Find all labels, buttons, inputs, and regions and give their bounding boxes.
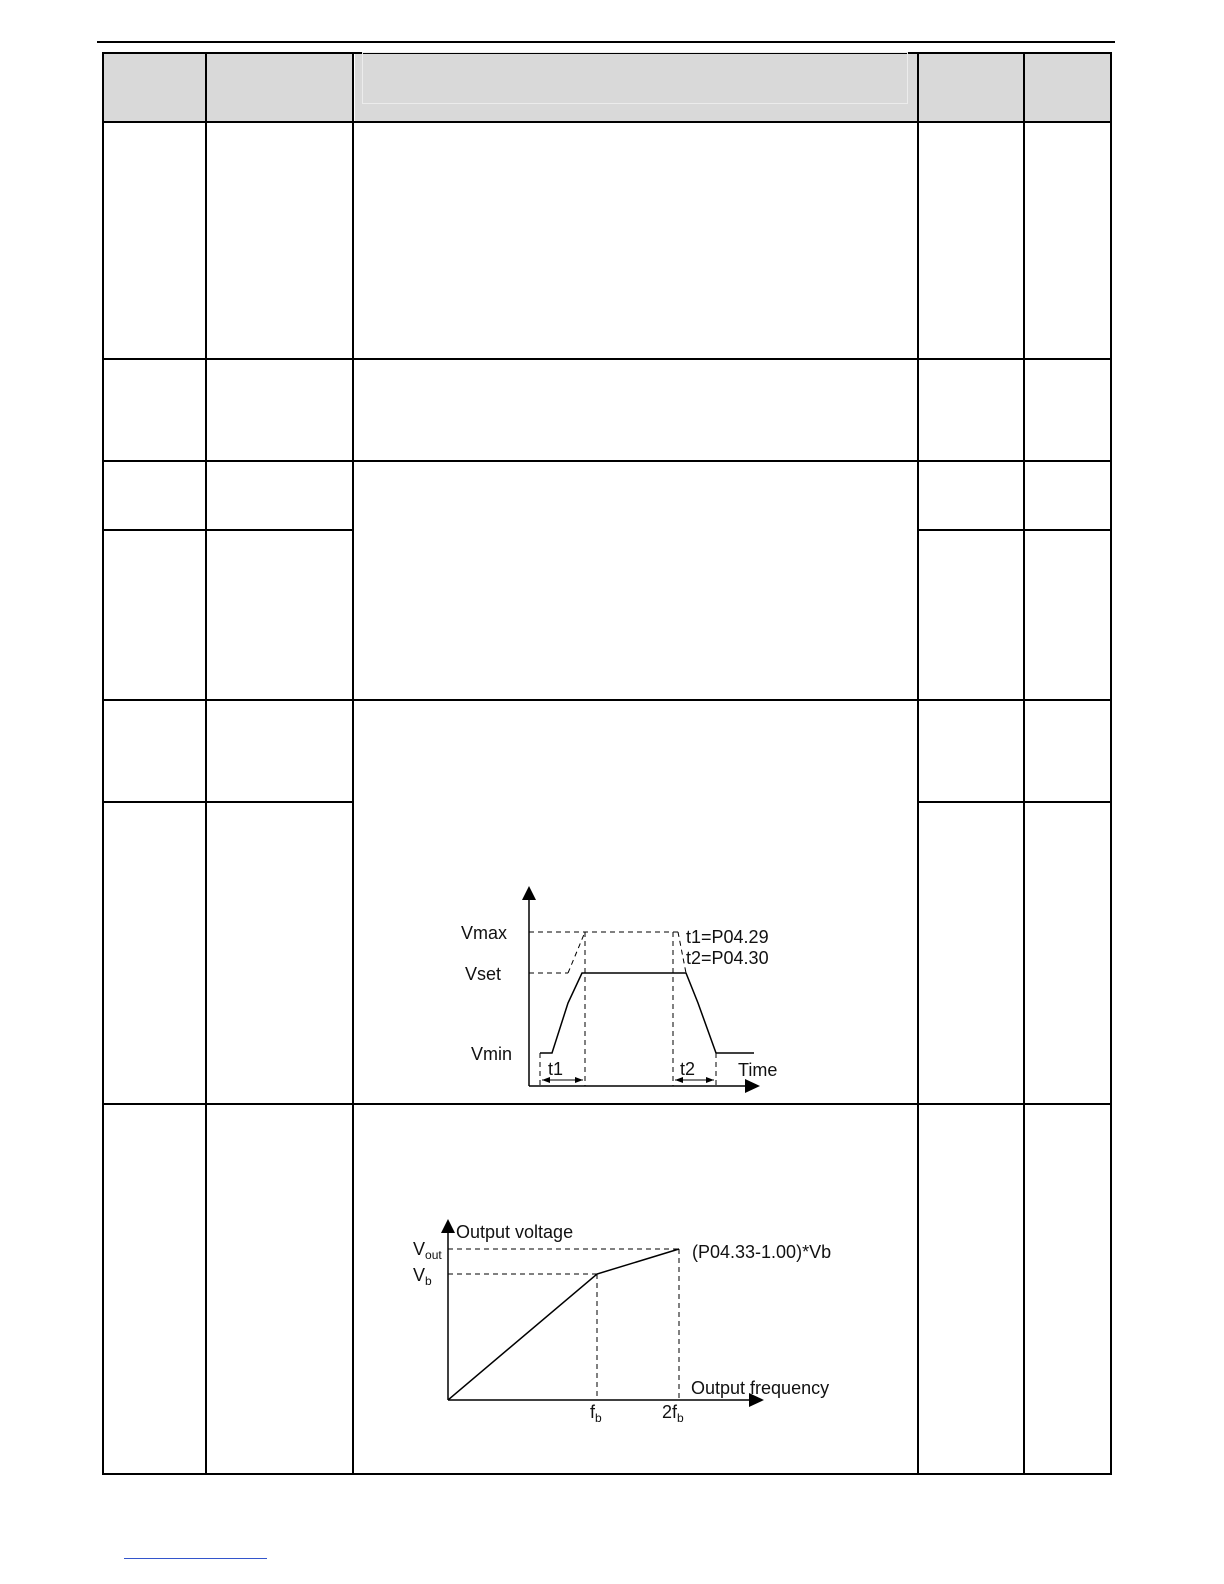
arrow-right-icon: [706, 1077, 714, 1083]
x-axis-arrow-icon: [745, 1079, 760, 1093]
label-vmin: Vmin: [471, 1044, 513, 1064]
label-output-voltage: Output voltage: [456, 1222, 574, 1242]
row-divider-partial: [917, 801, 1112, 803]
voltage-ramp-diagram: [440, 876, 810, 1098]
label-output-frequency: Output frequency: [691, 1378, 830, 1398]
row-divider: [102, 1103, 1112, 1105]
vf-curve-diagram: [400, 1212, 870, 1430]
label-vout: $V_{out}$: [413, 1239, 442, 1262]
table-border-right: [1110, 52, 1112, 1475]
label-vb: $V_b$: [413, 1265, 432, 1288]
label-2fb: $2f_b$: [662, 1402, 684, 1425]
header-cell-code: [104, 52, 205, 122]
row-divider-partial: [102, 529, 354, 531]
ramp-extension-up: [568, 932, 585, 973]
column-divider: [205, 52, 207, 1475]
arrow-right-icon: [575, 1077, 583, 1083]
y-axis-arrow-icon: [522, 886, 536, 900]
label-time: Time: [738, 1060, 778, 1080]
label-t1: t1: [548, 1059, 564, 1079]
column-divider: [1023, 52, 1025, 1475]
label-vmax: Vmax: [461, 923, 508, 943]
page-top-rule: [97, 41, 1115, 43]
row-divider: [102, 121, 1112, 123]
header-cell-name: [207, 52, 353, 122]
label-vset: Vset: [465, 964, 502, 984]
table-border-bottom: [102, 1473, 1112, 1475]
header-inner-frame: [362, 52, 908, 104]
voltage-curve: [540, 973, 754, 1053]
table-border-left: [102, 52, 104, 1475]
row-divider: [102, 460, 1112, 462]
header-cell-default: [919, 52, 1023, 122]
footer-link-underline[interactable]: [124, 1558, 267, 1559]
column-divider: [352, 52, 354, 1475]
vf-curve: [448, 1249, 679, 1400]
header-cell-modify: [1025, 52, 1110, 122]
label-t1-definition: t1=P04.29: [686, 927, 769, 947]
column-divider: [917, 52, 919, 1475]
row-divider: [102, 699, 1112, 701]
row-divider: [102, 358, 1112, 360]
label-t2-definition: t2=P04.30: [686, 948, 769, 968]
label-t2: t2: [680, 1059, 696, 1079]
ramp-extension-down: [678, 932, 686, 973]
row-divider-partial: [102, 801, 354, 803]
row-divider-partial: [917, 529, 1112, 531]
y-axis-arrow-icon: [441, 1219, 455, 1233]
label-fb: $f_b$: [590, 1402, 602, 1425]
label-formula: (P04.33-1.00)*Vb: [692, 1242, 832, 1262]
